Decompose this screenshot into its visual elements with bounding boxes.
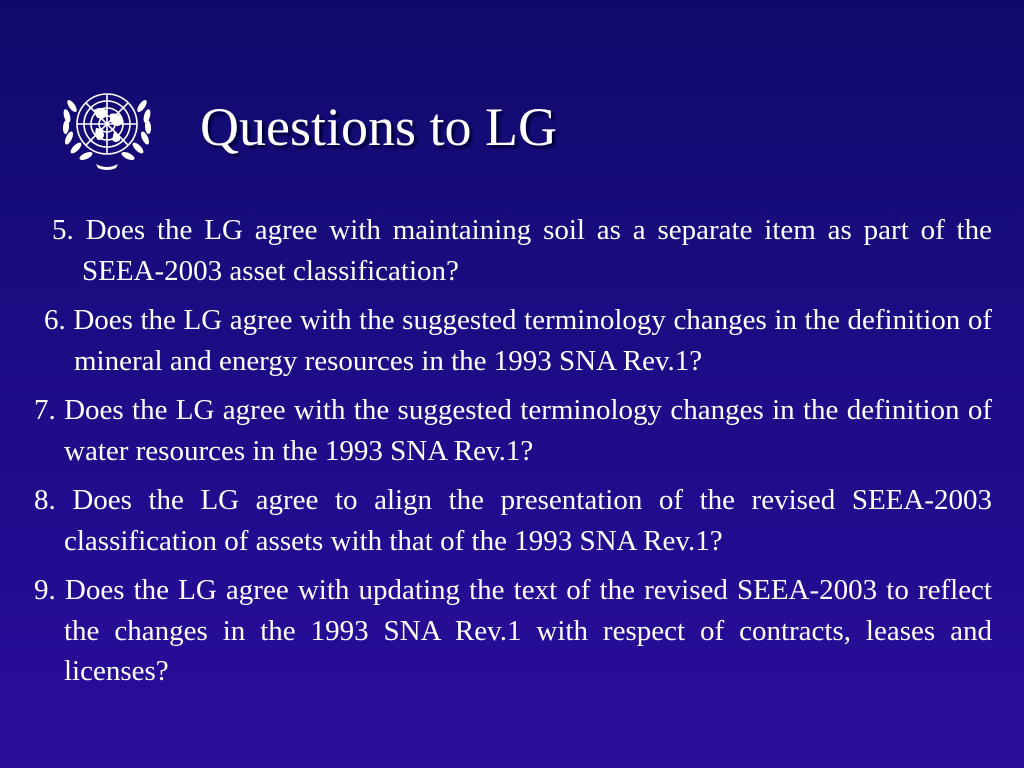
question-text: Does the LG agree to align the presentation of the revised SEEA-2003 classification of assets with that of the 1993 SNA Rev.1? (64, 484, 993, 557)
question-text: Does the LG agree with the suggested terminology changes in the definition of water resources in the 1993 SNA Rev.1? (64, 394, 993, 467)
question-number: 7. (34, 394, 56, 426)
question-text: Does the LG agree with updating the text of the revised SEEA-2003 to reflect the changes in the 1993 SNA Rev.1 with respect of contracts, leases and licenses? (64, 574, 992, 687)
un-emblem-icon (52, 80, 162, 174)
question-number: 5. (52, 214, 74, 246)
question-item (52, 210, 992, 291)
question-number: 9. (34, 574, 56, 606)
question-item (44, 300, 992, 381)
question-item (34, 570, 992, 692)
question-number: 6. (44, 304, 66, 336)
question-list (34, 210, 992, 701)
question-text: Does the LG agree with maintaining soil as a separate item as part of the SEEA-2003 asset classification? (82, 214, 992, 287)
question-item (34, 390, 992, 471)
slide-title: Questions to LG (200, 97, 557, 157)
question-item (34, 480, 992, 561)
question-text: Does the LG agree with the suggested terminology changes in the definition of mineral and energy resources in the 1993 SNA Rev.1? (73, 304, 993, 377)
question-number: 8. (34, 484, 56, 516)
